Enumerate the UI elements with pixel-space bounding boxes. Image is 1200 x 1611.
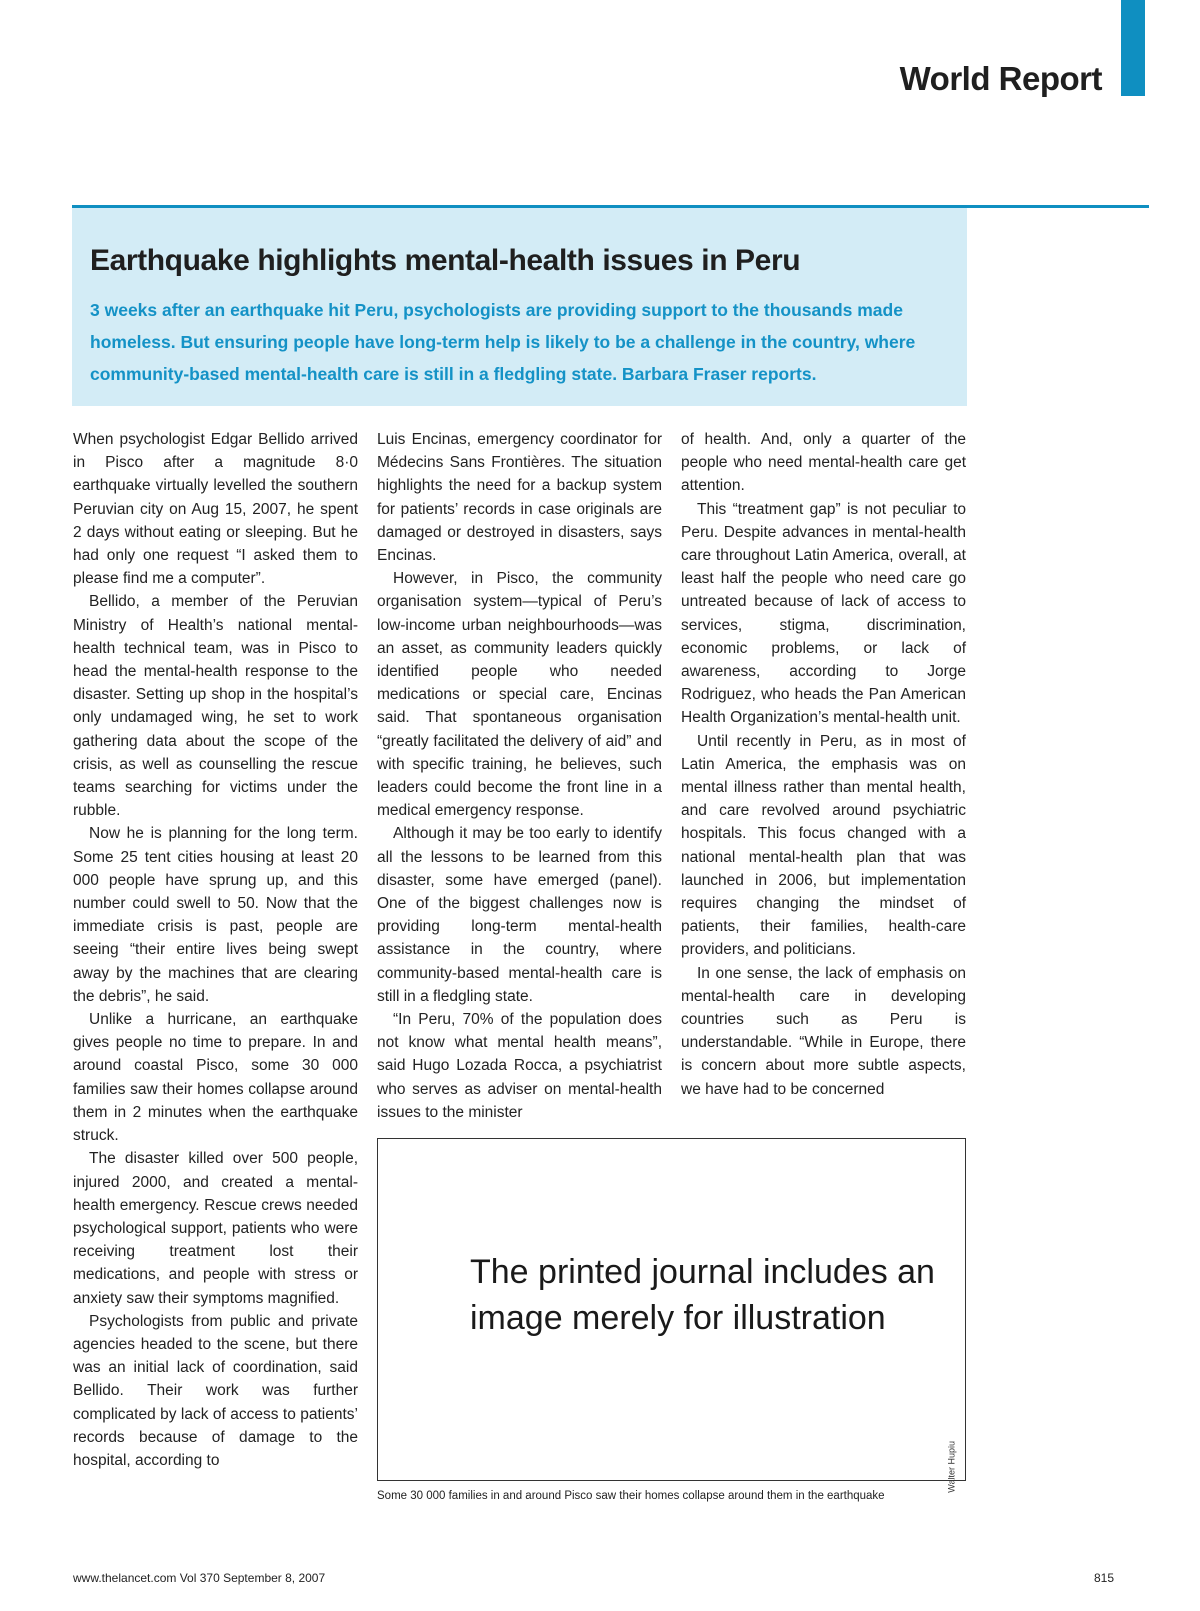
paragraph: Now he is planning for the long term. Some 25 tent cities housing at least 20 000 people have sprung up, and this number could swell to 50. Now that the immediate crisis is past, people are seeing “their entire lives being swept away by the machines that are clearing the debris”, he said.	[73, 825, 358, 1005]
paragraph: When psychologist Edgar Bellido arrived in Pisco after a magnitude 8·0 earthquake virtually levelled the southern Peruvian city on Aug 15, 2007, he spent 2 days without eating or sleeping. But he had only one request “I asked them to please find me a computer”.	[73, 431, 358, 588]
footer-citation: www.thelancet.com Vol 370 September 8, 2007	[73, 1571, 326, 1585]
paragraph: The disaster killed over 500 people, injured 2000, and created a mental-health emergency. Rescue crews needed psychological support, patients who were receiving treatment lost their medications, and people with stress or anxiety saw their symptoms magnified.	[73, 1150, 358, 1307]
figure-frame	[377, 1138, 966, 1493]
paragraph: Luis Encinas, emergency coordinator for Médecins Sans Frontières. The situation highlights the need for a backup system for patients’ records in case originals are damaged or destroyed in disasters, says Encinas.	[377, 431, 662, 565]
corner-accent-bar	[1121, 0, 1145, 96]
article-standfirst: 3 weeks after an earthquake hit Peru, psychologists are providing support to the thousands made homeless. But ensuring people have long-term help is likely to be a challenge in the country, where community-based mental-health care is still in a fledgling state. Barbara Fraser reports.	[90, 300, 916, 384]
section-label: World Report	[899, 60, 1102, 97]
paragraph: Bellido, a member of the Peruvian Ministry of Health’s national mental-health technical team, was in Pisco to head the mental-health response to the disaster. Setting up shop in the hospital’s only undamaged wing, he set to work gathering data about the scope of the crisis, as well as counselling the rescue teams searching for victims under the rubble.	[73, 593, 358, 820]
paragraph: Until recently in Peru, as in most of Latin America, the emphasis was on mental illness rather than mental health, and care revolved around psychiatric hospitals. This focus changed with a national mental-health plan that was launched in 2006, but implementation requires changing the mindset of patients, their families, health-care providers, and politicians.	[681, 732, 966, 959]
text-column-1	[73, 428, 358, 1508]
page-number: 815	[1093, 1571, 1114, 1585]
paragraph: “In Peru, 70% of the population does not know what mental health means”, said Hugo Lozada Rocca, a psychiatrist who serves as adviser on mental-health issues to the minister	[377, 1011, 662, 1121]
article-headline: Earthquake highlights mental-health issues in Peru	[90, 244, 801, 277]
paragraph: Although it may be too early to identify all the lessons to be learned from this disaster, some have emerged (panel). One of the biggest challenges now is providing long-term mental-health assistance in the country, where community-based mental-health care is still in a fledgling state.	[377, 825, 662, 1005]
paragraph: However, in Pisco, the community organisation system—typical of Peru’s low-income urban neighbourhoods—was an asset, as community leaders quickly identified people who needed medications or special care, Encinas said. That spontaneous organisation “greatly facilitated the delivery of aid” and with specific training, he believes, such leaders could become the front line in a medical emergency response.	[377, 570, 662, 820]
paragraph: Psychologists from public and private agencies headed to the scene, but there was an initial lack of coordination, said Bellido. Their work was further complicated by lack of access to patients’ records because of damage to the hospital, according to	[73, 1312, 358, 1469]
image-placeholder-text: The printed journal includes an image merely for illustration	[470, 1253, 935, 1337]
paragraph: of health. And, only a quarter of the people who need mental-health care get attention.	[681, 431, 966, 495]
photo-credit: Walter Hupiu	[947, 1441, 957, 1493]
headline-box	[72, 208, 967, 406]
text-column-3	[681, 428, 966, 1118]
text-column-2	[377, 428, 662, 1121]
figure-caption: Some 30 000 families in and around Pisco saw their homes collapse around them in the earthquake	[377, 1490, 885, 1502]
paragraph: In one sense, the lack of emphasis on mental-health care in developing countries such as Peru is understandable. “While in Europe, there is concern about more subtle aspects, we have had to be concerned	[681, 964, 966, 1098]
paragraph: Unlike a hurricane, an earthquake gives people no time to prepare. In and around coastal Pisco, some 30 000 families saw their homes collapse around them in 2 minutes when the earthquake struck.	[73, 1011, 358, 1145]
paragraph: This “treatment gap” is not peculiar to Peru. Despite advances in mental-health care throughout Latin America, overall, at least half the people who need care go untreated because of lack of access to services, stigma, discrimination, economic problems, or lack of awareness, according to Jorge Rodriguez, who heads the Pan American Health Organization’s mental-health unit.	[681, 500, 966, 727]
